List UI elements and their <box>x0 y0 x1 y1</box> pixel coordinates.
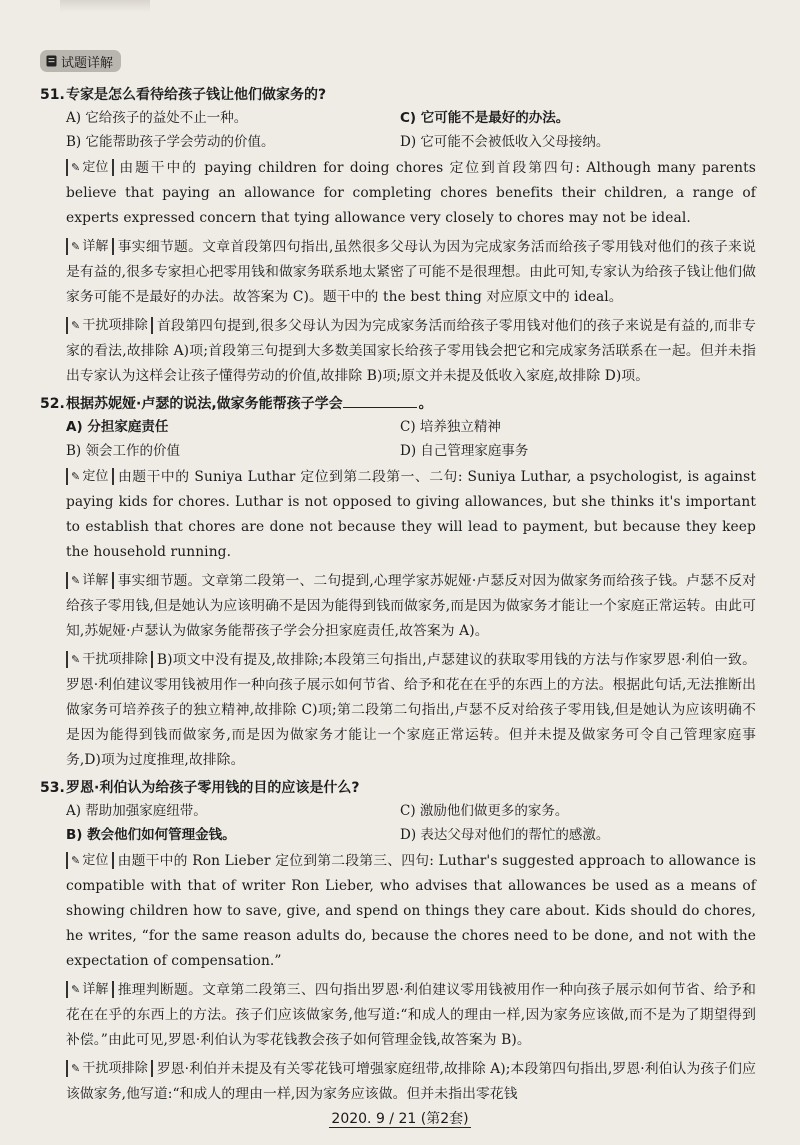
detail-tag: ✎ 详解 <box>66 238 114 255</box>
option-c: C) 培养独立精神 <box>400 419 501 435</box>
option-b: B) 教会他们如何管理金钱。 <box>66 827 236 843</box>
locate-paragraph: ✎ 定位 由题干中的 Ron Lieber 定位到第二段第三、四句: Luthar's suggested approach to allowance is compatible with that of writer Ron Lieber, who advises that allowances be used as a means of showing children how to save, give, and spend on things they care about. Kids should do chores, he writes, “for the same reason adults do, because the chores need to be done, and not with the expectation of compensation.” <box>66 853 756 969</box>
question-text: 专家是怎么看待给孩子钱让他们做家务的? <box>66 87 327 103</box>
question-number: 51. <box>40 87 65 103</box>
pen-icon: ✎ <box>71 319 81 332</box>
locate-tag: ✎ 定位 <box>66 852 114 869</box>
pen-icon: ✎ <box>71 1062 81 1075</box>
option-c: C) 激励他们做更多的家务。 <box>400 803 569 819</box>
options <box>66 106 756 154</box>
page-footer <box>0 1108 800 1128</box>
pen-icon: ✎ <box>71 983 81 996</box>
book-icon <box>46 55 57 67</box>
question-number: 53. <box>40 780 65 796</box>
section-header <box>40 50 121 72</box>
option-b: B) 领会工作的价值 <box>66 443 180 459</box>
question-stem <box>40 777 756 799</box>
pen-icon: ✎ <box>71 574 81 587</box>
pen-icon: ✎ <box>71 653 81 666</box>
question-51 <box>40 84 756 389</box>
answer-blank <box>343 394 417 408</box>
question-text: 罗恩·利伯认为给孩子零用钱的目的应该是什么? <box>66 780 360 796</box>
option-a: A) 分担家庭责任 <box>66 419 169 435</box>
question-number: 52. <box>40 396 65 412</box>
distractor-paragraph: ✎ 干扰项排除 首段第四句提到,很多父母认为因为完成家务活而给孩子零用钱对他们的孩子来说是有益的,而非专家的看法,故排除 A)项;首段第三句提到大多数美国家长给孩子零用钱会把它和完成家务活联系在一起。但并未指出专家认为这样会让孩子懂得劳动的价值,故排除 B)项;原文并未提及低收入家庭,故排除 D)项。 <box>66 318 756 384</box>
distractor-tag: ✎ 干扰项排除 <box>66 317 153 334</box>
option-a: A) 它给孩子的益处不止一种。 <box>66 110 248 126</box>
locate-paragraph: ✎ 定位 由题干中的 paying children for doing chores 定位到首段第四句: Although many parents believe that paying an allowance for completing chores benefits their children, a range of experts expressed concern that tying allowance very closely to chores may not be ideal. <box>66 160 756 226</box>
distractor-tag: ✎ 干扰项排除 <box>66 651 153 668</box>
detail-paragraph: ✎ 详解 事实细节题。文章首段第四句指出,虽然很多父母认为因为完成家务活而给孩子零用钱对他们的孩子来说是有益的,很多专家担心把零用钱和做家务联系地太紧密了可能不是很理想。由此可知,专家认为给孩子钱让他们做家务可能不是最好的办法。故答案为 C)。题干中的 the best thing 对应原文中的 ideal。 <box>66 239 756 305</box>
options <box>66 799 756 847</box>
option-b: B) 它能帮助孩子学会劳动的价值。 <box>66 134 275 150</box>
issue-number: 2020. 9 / 21 (第2套) <box>331 1111 469 1127</box>
detail-tag: ✎ 详解 <box>66 572 114 589</box>
distractor-paragraph: ✎ 干扰项排除 B)项文中没有提及,故排除;本段第三句指出,卢瑟建议的获取零用钱的方法与作家罗恩·利伯一致。罗恩·利伯建议零用钱被用作一种向孩子展示如何节省、给予和花在在乎的东西上的方法。根据此句话,无法推断出做家务可培养孩子的独立精神,故排除 C)项;第二段第二句指出,卢瑟不反对给孩子零用钱,但是她认为应该明确不是因为能得到钱而做家务,而是因为做家务才能让一个家庭正常运转。但并未提及做家务可令自己管理家庭事务,D)项为过度推理,故排除。 <box>66 652 756 768</box>
pen-icon: ✎ <box>71 854 81 867</box>
locate-tag: ✎ 定位 <box>66 159 114 176</box>
question-text: 根据苏妮娅·卢瑟的说法,做家务能帮孩子学会 <box>66 396 343 412</box>
question-53 <box>40 777 756 1107</box>
section-title: 试题详解 <box>61 55 114 71</box>
options <box>66 415 756 463</box>
distractor-paragraph: ✎ 干扰项排除 罗恩·利伯并未提及有关零花钱可增强家庭纽带,故排除 A);本段第四句指出,罗恩·利伯认为孩子们应该做家务,他写道:“和成人的理由一样,因为家务应该做。但并未指出零花钱 <box>66 1061 756 1102</box>
question-52 <box>40 393 756 773</box>
pen-icon: ✎ <box>71 470 81 483</box>
detail-paragraph: ✎ 详解 事实细节题。文章第二段第一、二句提到,心理学家苏妮娅·卢瑟反对因为做家务而给孩子钱。卢瑟不反对给孩子零用钱,但是她认为应该明确不是因为能得到钱而做家务,而是因为做家务才能让一个家庭正常运转。由此可知,苏妮娅·卢瑟认为做家务能帮孩子学会分担家庭责任,故答案为 A)。 <box>66 573 756 639</box>
distractor-tag: ✎ 干扰项排除 <box>66 1060 153 1077</box>
question-stem <box>40 84 756 106</box>
pen-icon: ✎ <box>71 161 81 174</box>
detail-paragraph: ✎ 详解 推理判断题。文章第二段第三、四句指出罗恩·利伯建议零用钱被用作一种向孩子展示如何节省、给予和花在在乎的东西上的方法。孩子们应该做家务,他写道:“和成人的理由一样,因为家务应该做,而不是为了期望得到补偿。”由此可见,罗恩·利伯认为零花钱教会孩子如何管理金钱,故答案为 B)。 <box>66 982 756 1048</box>
option-d: D) 它可能不会被低收入父母接纳。 <box>400 134 610 150</box>
locate-tag: ✎ 定位 <box>66 468 114 485</box>
option-d: D) 自己管理家庭事务 <box>400 443 529 459</box>
option-c: C) 它可能不是最好的办法。 <box>400 110 570 126</box>
locate-paragraph: ✎ 定位 由题干中的 Suniya Luthar 定位到第二段第一、二句: Suniya Luthar, a psychologist, is against paying kids for chores. Luthar is not opposed to giving allowances, but she thinks it's important to establish that chores are done not because they will lead to payment, but because they keep the household running. <box>66 469 756 560</box>
option-a: A) 帮助加强家庭纽带。 <box>66 803 207 819</box>
question-stem: 52.根据苏妮娅·卢瑟的说法,做家务能帮孩子学会 。 <box>40 393 756 415</box>
pen-icon: ✎ <box>71 240 81 253</box>
detail-tag: ✎ 详解 <box>66 981 114 998</box>
option-d: D) 表达父母对他们的帮忙的感激。 <box>400 827 610 843</box>
